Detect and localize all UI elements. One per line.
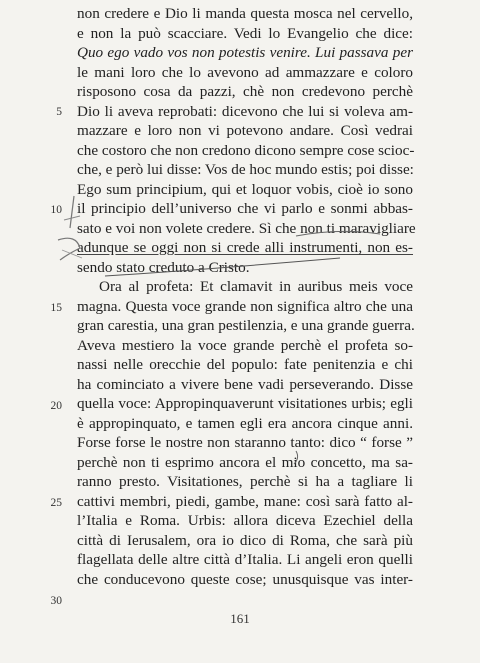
text-line: che, e però lui disse: Vos de hoc mundo estis; poi disse: [77,161,414,178]
text-line: nassi nelle orecchie del populo: fate penitenzia e chi [77,356,413,373]
text-line: quella voce: Appropinquaverunt visitationes urbis; egli [77,395,413,412]
text-line: sendo stato creduto a Cristo. [77,258,250,276]
text-line: gran carestia, una gran pestilenzia, e una grande guerra. [77,317,415,334]
text-line: Ego sum principium, qui et loquor vobis, cioè io sono [77,180,413,198]
text-line: cattivi membri, piedi, gambe, mane: così sarà fatto al- [77,492,413,510]
text-line: che costoro che non credono dicono sempre cose scioc- [77,141,415,159]
line-number: 5 [56,106,62,118]
text-line: flagellata delle altre città d’Italia. Li angeli eron quelli [77,551,413,568]
text-line: Ora al profeta: Et clamavit in auribus meis voce [99,278,413,295]
text-line: risposono cosa da pazzi, chè non credevono perchè [77,83,413,100]
text-line: città di Ierusalem, ora io dico di Roma, che sarà più [77,531,413,549]
text-line: perchè non ti esprimo ancora el mio concetto, ma sa- [77,453,413,471]
text-line: mazzare e loro non vi potevono andare. Così vedrai [77,122,413,139]
text-line: Aveva mestiero la voce grande perchè el profeta so- [77,336,413,354]
text-line: le mani loro che lo avevono ad ammazzare e coloro [77,63,413,81]
text-line: magna. Questa voce grande non significa altro che una [77,297,413,315]
text-line: ranno presto. Visitationes, perchè si ha a tagliare li [77,473,413,490]
text-line: non credere e Dio li manda questa mosca nel cervello, [77,5,413,22]
text-line: che conducevono queste cose; unusquisque vas inter- [77,570,413,588]
line-number: 10 [50,204,62,216]
text-line: l’Italia e Roma. Urbis: allora diceva Ezechiel della [77,512,413,529]
line-number: 30 [50,595,62,607]
text-line: Forse forse le nostre non staranno tanto: dico “ forse ” [77,434,413,451]
text-line: e non la può scacciare. Vedi lo Evangelio che dice: [77,24,413,42]
line-number: 20 [50,400,62,412]
text-line-underlined: sato e voi non volete credere. Sì che non ti maravigliare [77,219,416,237]
text-line: Quo ego vado vos non potestis venire. Lui passava per [77,44,413,61]
text-line: Dio li aveva reprobati: dicevono che lui si voleva am- [77,102,413,120]
text-line-underlined: adunque se oggi non si crede alli instrumenti, non es- [77,239,413,256]
line-number: 15 [50,302,62,314]
text-line: il principio dell’universo che vi parlo e sonmi abbas- [77,200,413,217]
text-line: ha cominciato a vivere bene vadi perseverando. Disse [77,375,413,393]
line-number: 25 [50,497,62,509]
text-line: è appropinquato, e tamen egli era ancora cinque anni. [77,414,413,432]
page-number: 161 [230,611,250,626]
